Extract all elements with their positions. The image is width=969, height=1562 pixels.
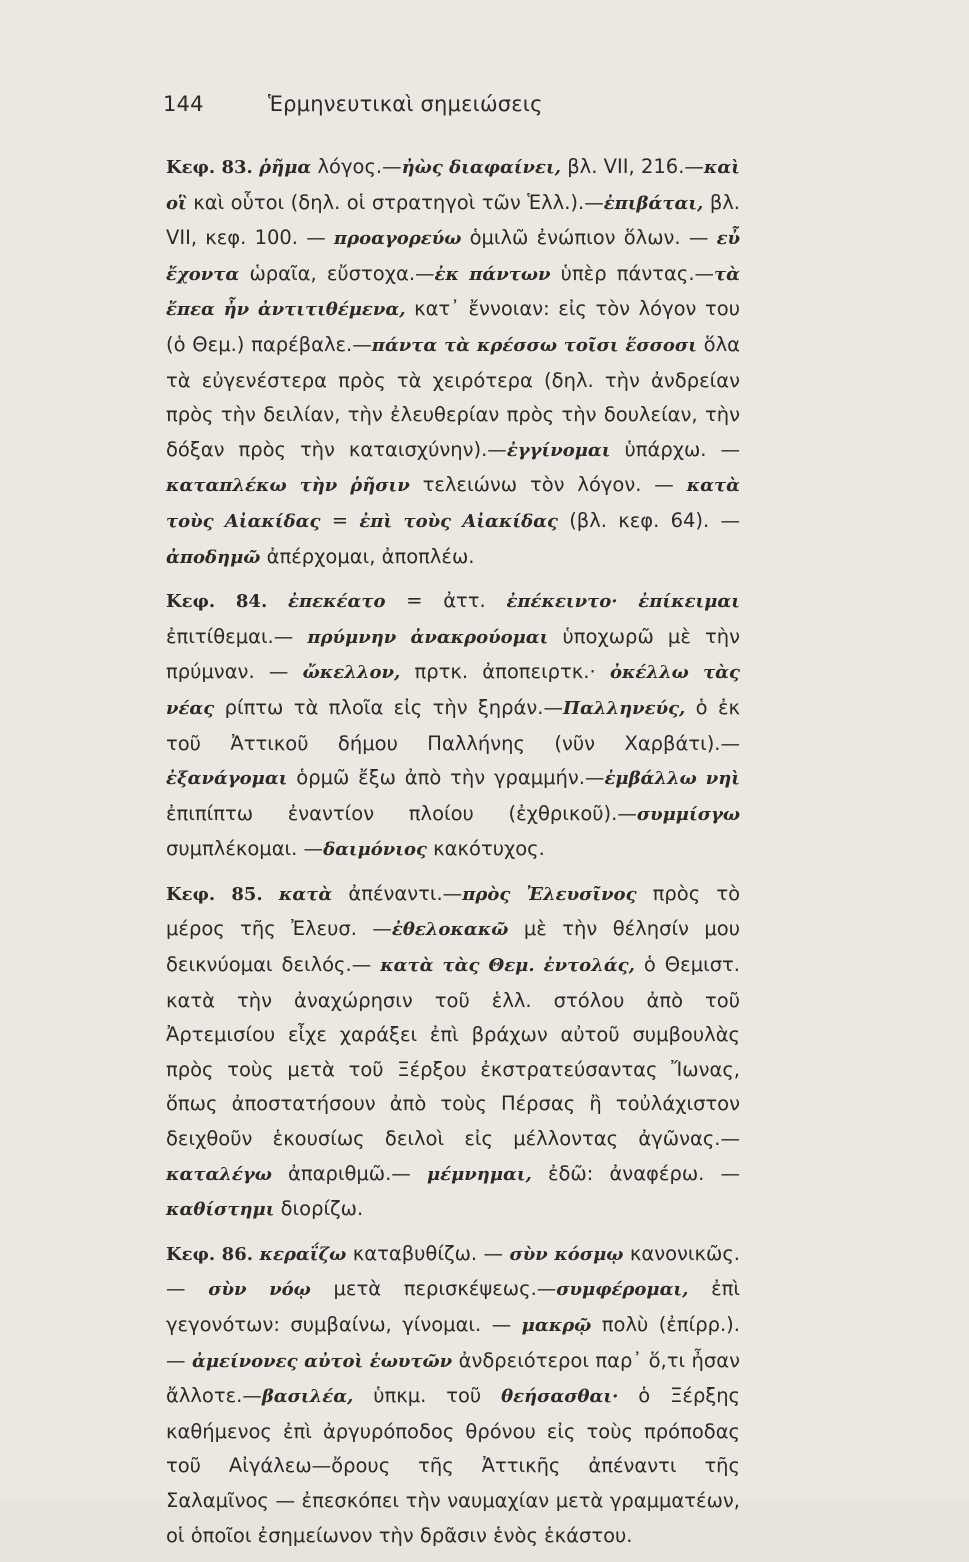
glossed-term: ῥῆμα bbox=[259, 157, 312, 178]
glossed-term: κατὰ τοὺς Αἰακίδας bbox=[166, 475, 740, 532]
chapter-heading: Κεφ. 83. bbox=[166, 157, 260, 178]
page-number: 144 bbox=[163, 92, 204, 116]
glossed-term: Παλληνεύς, bbox=[562, 697, 686, 719]
glossed-term: ὀκέλλω τὰς νέας bbox=[166, 662, 740, 719]
gloss-text: συμπλέκομαι. — bbox=[166, 837, 324, 861]
gloss-text: βλ. VII, κεφ. 100. — bbox=[166, 190, 740, 250]
glossed-term: κεραΐζω bbox=[259, 1243, 347, 1265]
glossed-term: τὰ ἔπεα ἦν ἀντιτιθέμενα, bbox=[166, 263, 740, 321]
gloss-text: ἀπέναντι.— bbox=[332, 881, 463, 905]
gloss-text: ὑποχωρῶ μὲ τὴν πρύμναν. — bbox=[166, 624, 740, 684]
glossed-term: κατὰ τὰς Θεμ. ἐντολάς, bbox=[380, 955, 635, 977]
glossed-term: ἀμείνονες αὐτοὶ ἑωυτῶν bbox=[191, 1350, 453, 1372]
glossed-term: ἐθελοκακῶ bbox=[391, 919, 509, 941]
gloss-text: διορίζω. bbox=[274, 1197, 364, 1221]
chapter-heading: Κεφ. 86. bbox=[166, 1243, 260, 1265]
glossed-term: σὺν κόσμῳ bbox=[509, 1243, 624, 1265]
gloss-text: πρὸς τὸ μέρος τῆς Ἐλευσ. — bbox=[166, 881, 740, 941]
gloss-text: ὅλα τὰ εὐγενέστερα πρὸς τὰ χειρότερα (δηλ. τὴν ἀνδρείαν πρὸς τὴν δειλίαν, τὴν ἐλευθερίαν πρὸς τὴν δουλείαν, τὴν δόξαν πρὸς τὴν καταισχύνην).— bbox=[166, 332, 740, 461]
glossed-term: ἀποδημῶ bbox=[166, 546, 261, 568]
glossed-term: θεήσασθαι· bbox=[501, 1386, 619, 1408]
chapter-heading: Κεφ. 85. bbox=[166, 883, 279, 905]
gloss-text: ὁμιλῶ ἐνώπιον ὅλων. — bbox=[461, 226, 717, 250]
glossed-term: ἐξανάγομαι bbox=[166, 768, 288, 790]
gloss-text: βλ. VII, 216.— bbox=[560, 155, 704, 178]
gloss-text: μετὰ περισκέψεως.— bbox=[310, 1277, 557, 1301]
gloss-text: κατ᾿ ἔννοιαν: εἰς τὸν λόγον του (ὁ Θεμ.) παρέβαλε.— bbox=[166, 297, 740, 356]
gloss-text: ἀνδρειότεροι παρ᾿ ὅ,τι ἦσαν ἄλλοτε.— bbox=[166, 1348, 740, 1408]
gloss-text: ἐπὶ γεγονότων: συμβαίνω, γίνομαι. — bbox=[166, 1277, 740, 1336]
chapter-note-3 bbox=[166, 877, 740, 1228]
gloss-text: ἀπέρχομαι, ἀποπλέω. bbox=[260, 544, 475, 568]
glossed-term: ἠὼς διαφαίνει, bbox=[401, 157, 561, 178]
glossed-term: ἐπὶ τοὺς Αἰακίδας bbox=[359, 510, 558, 532]
glossed-term: ἐμβάλλω νηὶ bbox=[604, 768, 740, 790]
glossed-term: ὤκελλον, bbox=[302, 662, 401, 684]
chapter-note-2 bbox=[166, 584, 740, 868]
gloss-text: μὲ τὴν θέλησίν μου δεικνύομαι δειλός.— bbox=[166, 917, 741, 977]
gloss-text: ὑπκμ. τοῦ bbox=[353, 1384, 502, 1408]
glossed-term: συμφέρομαι, bbox=[556, 1279, 689, 1301]
gloss-text: ὁ Θεμιστ. κατὰ τὴν ἀναχώρησιν τοῦ ἑλλ. στόλου ἀπὸ τοῦ Ἀρτεμισίου εἶχε χαράξει ἐπὶ βράχων αὐτοῦ συμβουλὰς πρὸς τοὺς μετὰ τοῦ Ξέρξου ἐκστρατεύσαντας Ἴωνας, ὅπως ἀποστατήσουν ἀπὸ τοὺς Πέρσας ἢ τοὐλάχιστον δειχθοῦν ἑκουσίως δειλοὶ εἰς μέλλοντας ἀγῶνας.— bbox=[166, 953, 741, 1151]
glossed-term: καταλέγω bbox=[166, 1163, 272, 1185]
gloss-text: κανονικῶς. — bbox=[166, 1241, 740, 1301]
gloss-text: ὁρμῶ ἔξω ἀπὸ τὴν γραμμήν.— bbox=[287, 766, 605, 790]
glossed-term: πρὸς Ἐλευσῖνος bbox=[462, 883, 637, 905]
glossed-term: ἐπεκέατο bbox=[288, 591, 386, 613]
commentary-body bbox=[166, 150, 740, 1562]
glossed-term: πρύμνην ἀνακρούομαι bbox=[307, 626, 549, 648]
glossed-term: ἐγγίνομαι bbox=[506, 439, 611, 461]
gloss-text: ὑπάρχω. — bbox=[610, 437, 740, 461]
gloss-text: = ἀττ. bbox=[385, 589, 507, 613]
glossed-term: κατὰ bbox=[278, 883, 333, 905]
glossed-term: καταπλέκω τὴν ῥῆσιν bbox=[166, 475, 410, 497]
glossed-term: ἐπέκειντο· ἐπίκειμαι bbox=[506, 591, 740, 613]
glossed-term: πάντα τὰ κρέσσω τοῖσι ἕσσοσι bbox=[371, 334, 697, 356]
gloss-text: ὑπὲρ πάντας.— bbox=[550, 261, 715, 285]
gloss-text: ἀπαριθμῶ.— bbox=[271, 1161, 427, 1185]
gloss-text: ὁ Ξέρξης καθήμενος ἐπὶ ἀργυρόποδος θρόνου εἰς τοὺς πρόποδας τοῦ Αἰγάλεω—ὄρους τῆς Ἀττικῆς ἀπέναντι τῆς Σαλαμῖνος — ἐπεσκόπει τὴν ναυμαχίαν μετὰ γραμματέων, οἱ ὁποῖοι ἐσημείωνον τὴν δρᾶσιν ἑνὸς ἑκάστου. bbox=[166, 1384, 741, 1547]
gloss-text: καὶ οὗτοι (δηλ. οἱ στρατηγοὶ τῶν Ἑλλ.).— bbox=[186, 190, 604, 214]
chapter-note-4 bbox=[166, 1237, 740, 1553]
gloss-text: ἐπιτίθεμαι.— bbox=[166, 624, 308, 648]
glossed-term: βασιλέα, bbox=[261, 1386, 354, 1408]
gloss-text: πολὺ (ἐπίρρ.). — bbox=[166, 1313, 740, 1372]
glossed-term: σὺν νόῳ bbox=[208, 1279, 311, 1301]
gloss-text: κακότυχος. bbox=[426, 837, 545, 861]
glossed-term: μέμνημαι, bbox=[426, 1163, 532, 1185]
gloss-text: (βλ. κεφ. 64). — bbox=[557, 508, 740, 532]
glossed-term: ἐκ πάντων bbox=[434, 263, 551, 285]
gloss-text: λόγος.— bbox=[311, 155, 402, 178]
running-title: Ἑρμηνευτικαὶ σημειώσεις bbox=[268, 92, 543, 116]
gloss-text: πρτκ. ἀποπειρτκ.· bbox=[400, 660, 610, 684]
glossed-term: εὖ ἔχοντα bbox=[166, 228, 740, 285]
gloss-text: ὡραῖα, εὔστοχα.— bbox=[239, 261, 435, 285]
glossed-term: προαγορεύω bbox=[333, 228, 462, 250]
glossed-term: καὶ οἳ bbox=[166, 157, 740, 214]
chapter-heading: Κεφ. 84. bbox=[166, 591, 288, 613]
glossed-term: συμμίσγω bbox=[636, 803, 740, 825]
gloss-text: = bbox=[320, 508, 360, 532]
glossed-term: μακρῷ bbox=[521, 1315, 592, 1336]
chapter-note-1 bbox=[166, 150, 740, 575]
glossed-term: ἐπιβάται, bbox=[603, 192, 704, 214]
gloss-text: καταβυθίζω. — bbox=[346, 1241, 510, 1265]
gloss-text: ὁ ἐκ τοῦ Ἀττικοῦ δήμου Παλλήνης (νῦν Χαρβάτι).— bbox=[166, 695, 740, 755]
gloss-text: ἐδῶ: ἀναφέρω. — bbox=[531, 1161, 740, 1185]
gloss-text: τελειώνω τὸν λόγον. — bbox=[409, 473, 687, 497]
gloss-text: ἐπιπίπτω ἐναντίον πλοίου (ἐχθρικοῦ).— bbox=[166, 801, 637, 825]
glossed-term: καθίστημι bbox=[166, 1199, 275, 1221]
gloss-text: ρίπτω τὰ πλοῖα εἰς τὴν ξηράν.— bbox=[214, 695, 563, 719]
glossed-term: δαιμόνιος bbox=[323, 839, 427, 861]
